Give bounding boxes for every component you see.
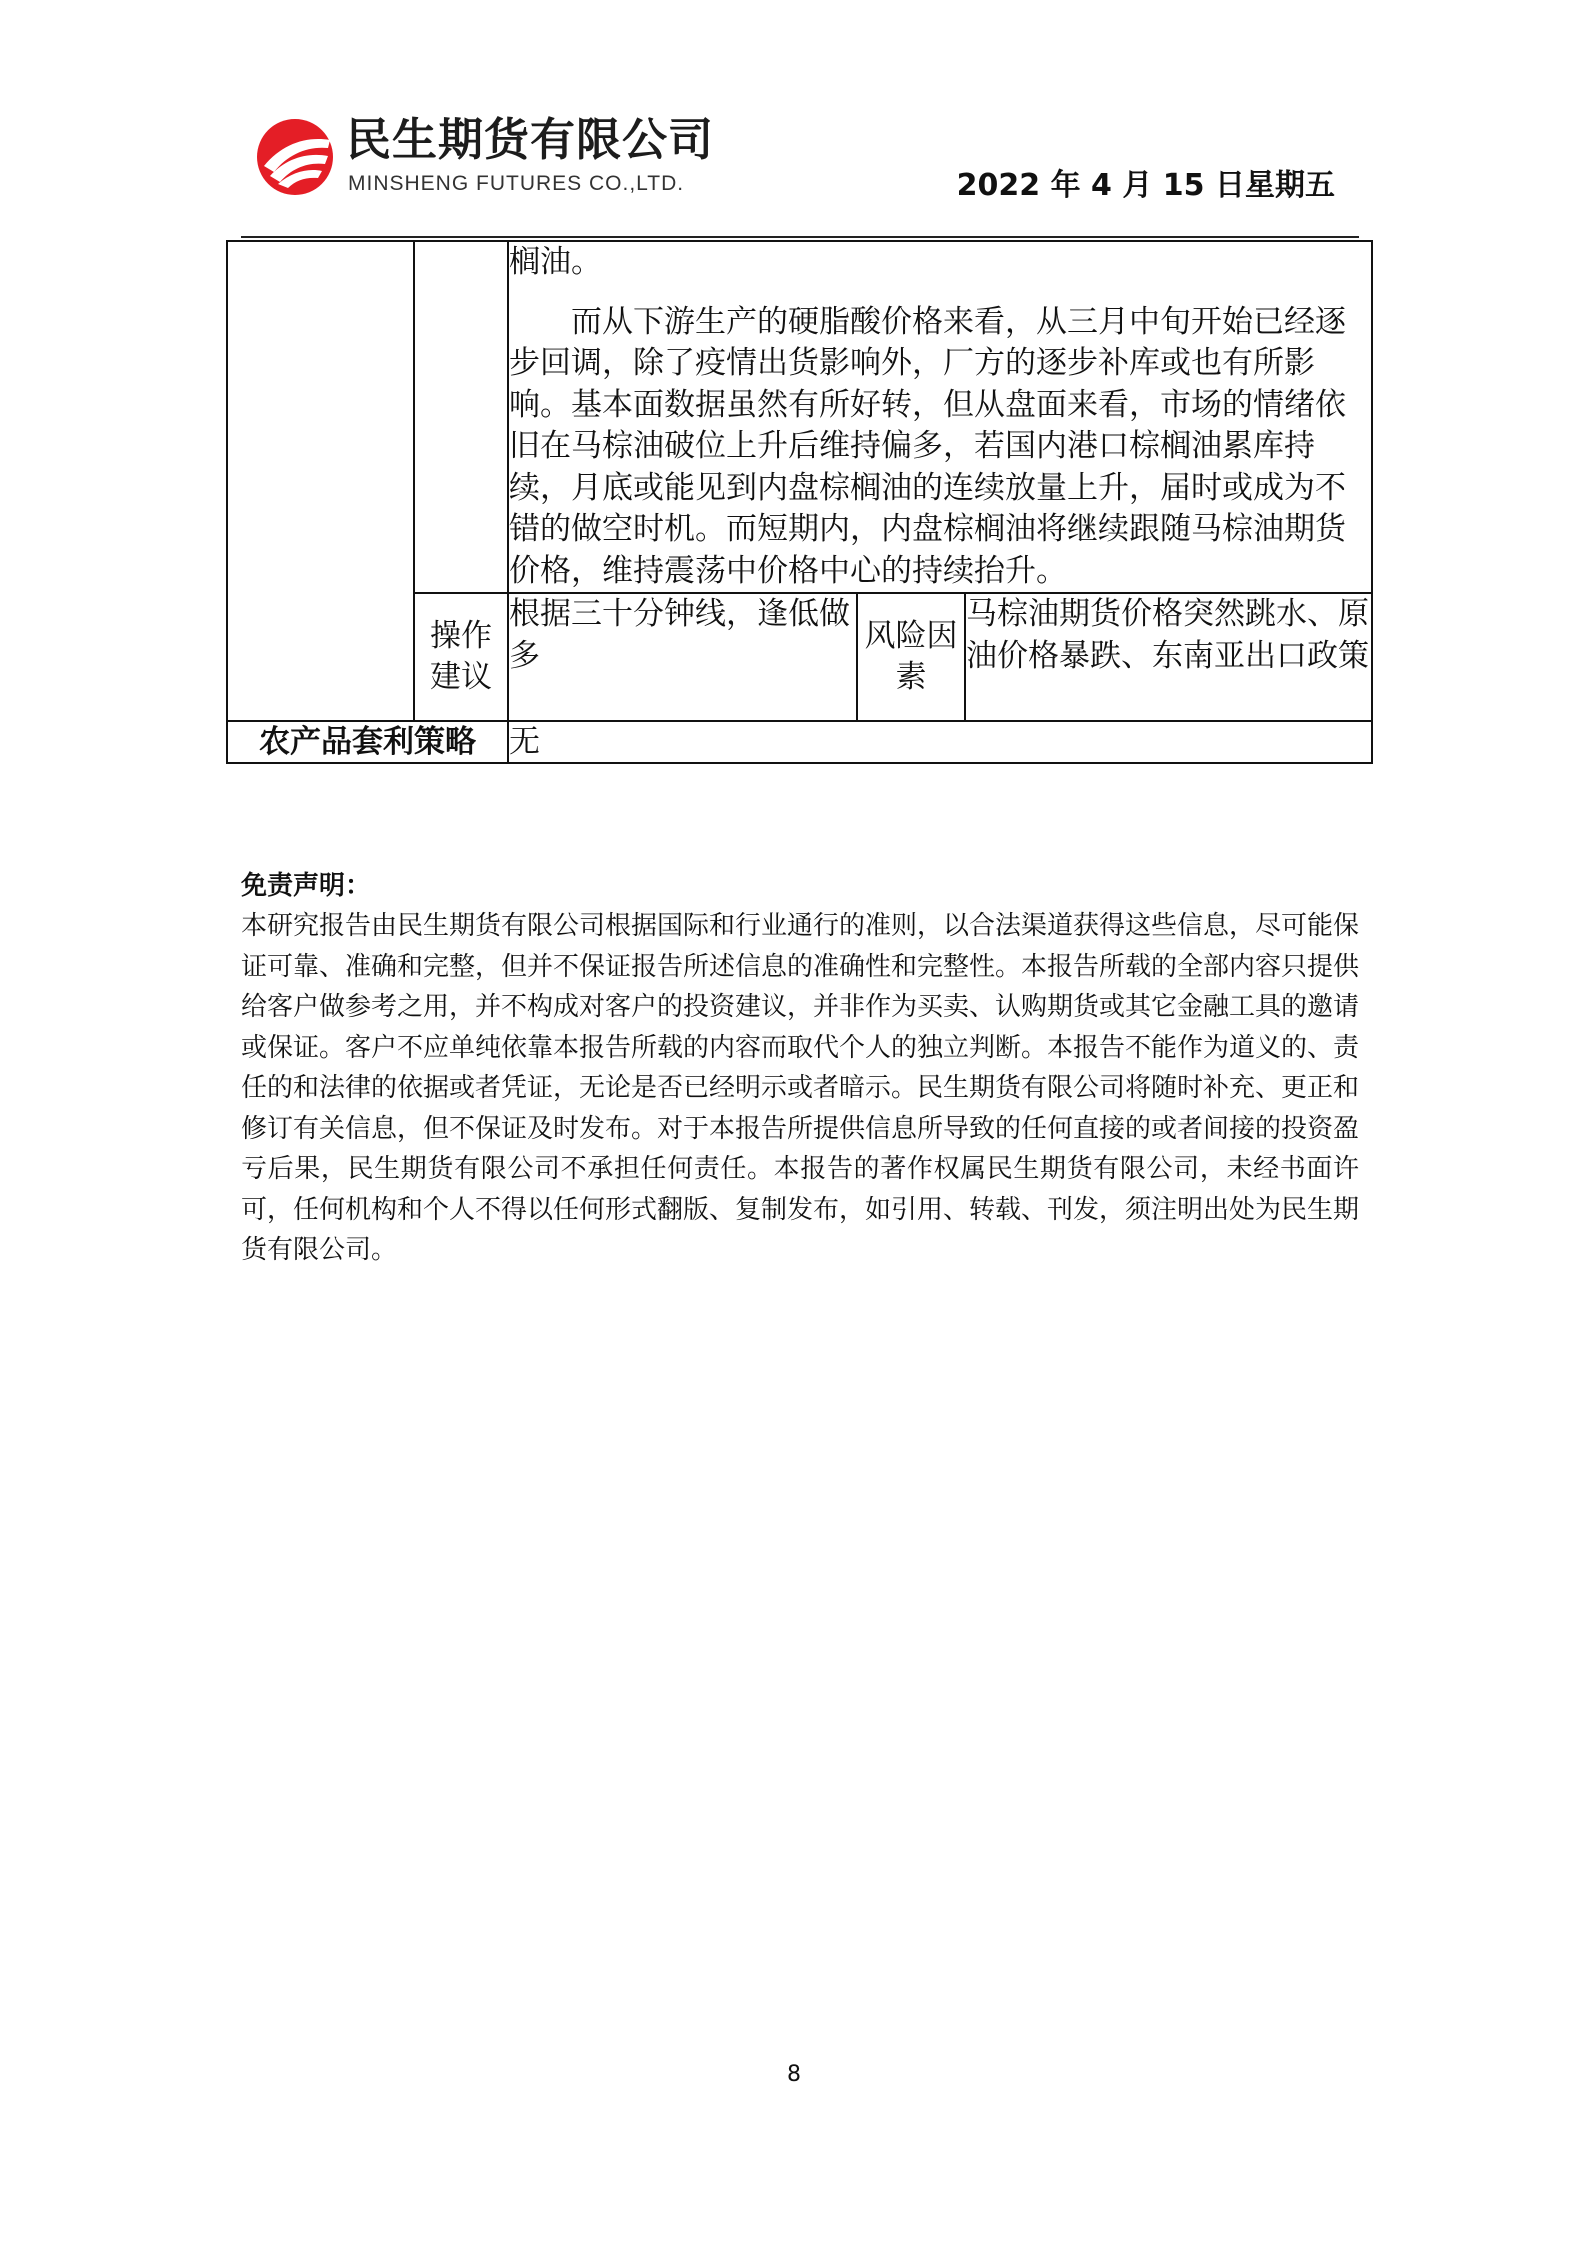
- subcategory-cell: [414, 241, 508, 593]
- minsheng-logo-icon: [254, 116, 336, 198]
- analysis-cell: [508, 241, 1372, 593]
- disclaimer-body: 本研究报告由民生期货有限公司根据国际和行业通行的准则，以合法渠道获得这些信息，尽可能保证可靠、准确和完整，但并不保证报告所述信息的准确性和完整性。本报告所载的全部内容只提供给客户做参考之用，并不构成对客户的投资建议，并非作为买卖、认购期货或其它金融工具的邀请或保证。客户不应单纯依靠本报告所载的内容而取代个人的独立判断。本报告不能作为道义的、责任的和法律的依据或者凭证，无论是否已经明示或者暗示。民生期货有限公司将随时补充、更正和修订有关信息，但不保证及时发布。对于本报告所提供信息所导致的任何直接的或者间接的投资盈亏后果，民生期货有限公司不承担任何责任。本报告的著作权属民生期货有限公司，未经书面许可，任何机构和个人不得以任何形式翻版、复制发布，如引用、转载、刊发，须注明出处为民生期货有限公司。: [241, 911, 1360, 1265]
- analysis-paragraph: 而从下游生产的硬脂酸价格来看，从三月中旬开始已经逐步回调，除了疫情出货影响外，厂方的逐步补库或也有所影响。基本面数据虽然有所好转，但从盘面来看，市场的情绪依旧在马棕油破位上升后维持偏多，若国内港口棕榈油累库持续，月底或能见到内盘棕榈油的连续放量上升，届时或成为不错的做空时机。而短期内，内盘棕榈油将继续跟随马棕油期货价格，维持震荡中价格中心的持续抬升。: [509, 303, 1346, 589]
- risk-value: 马棕油期货价格突然跳水、原油价格暴跌、东南亚出口政策: [965, 593, 1372, 721]
- analysis-paragraph: 榈油。: [509, 244, 602, 280]
- page-number: 8: [787, 2062, 801, 2087]
- company-name-en: MINSHENG FUTURES CO.,LTD.: [348, 172, 685, 195]
- header-divider: [241, 236, 1359, 238]
- operation-label: 操作建议: [414, 593, 508, 721]
- disclaimer-section: [241, 866, 1359, 1271]
- strategy-value: 无: [508, 721, 1372, 763]
- strategy-label: 农产品套利策略: [227, 721, 508, 763]
- disclaimer-title: 免责声明：: [241, 871, 372, 901]
- risk-label: 风险因素: [857, 593, 965, 721]
- analysis-row: [227, 241, 1372, 593]
- company-name-cn: 民生期货有限公司: [346, 113, 715, 166]
- report-date: 2022 年 4 月 15 日星期五: [956, 168, 1335, 203]
- strategy-row: [227, 721, 1372, 763]
- operation-value: 根据三十分钟线，逢低做多: [508, 593, 857, 721]
- category-cell: [227, 241, 414, 721]
- analysis-table: [226, 240, 1373, 764]
- company-logo: [254, 112, 734, 202]
